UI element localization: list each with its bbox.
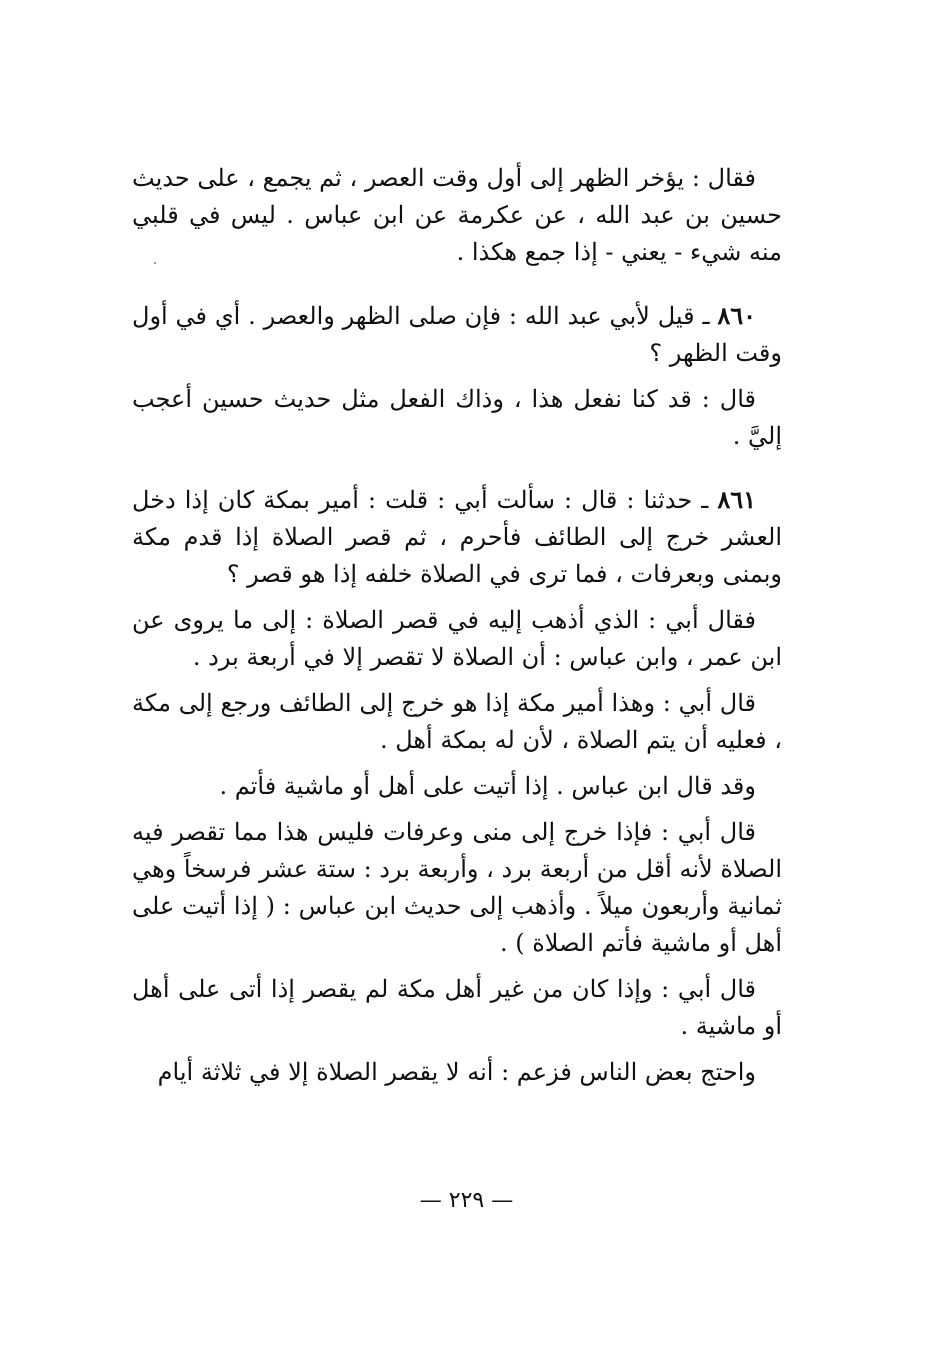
paragraph-10 [132,1054,782,1091]
paragraph-7 [132,768,782,805]
paragraph-text: قال : قد كنا نفعل هذا ، وذاك الفعل مثل حديث حسين أعجب إليَّ . [132,385,782,450]
paragraph-text: واحتج بعض الناس فزعم : أنه لا يقصر الصلاة إلا في ثلاثة أيام [157,1058,756,1086]
paragraph-text: قال أبي : وهذا أمير مكة إذا هو خرج إلى الطائف ورجع إلى مكة ، فعليه أن يتم الصلاة ، لأن له بمكة أهل . [132,689,782,754]
hadith-number: ٨٦١ [717,485,756,514]
hadith-860 [132,297,782,372]
paragraph-text: ـ قيل لأبي عبد الله : فإن صلى الظهر والعصر . أي في أول وقت الظهر ؟ [132,302,782,367]
paragraph-text: ـ حدثنا : قال : سألت أبي : قلت : أمير بمكة كان إذا دخل العشر خرج إلى الطائف فأحرم ، ثم قصر الصلاة إذا قدم مكة وبمنى وبعرفات ، فما ترى في الصلاة خلفه إذا هو قصر ؟ [132,486,782,588]
hadith-861 [132,481,782,593]
paragraph-text: وقد قال ابن عباس . إذا أتيت على أهل أو ماشية فأتم . [219,772,756,800]
paragraph-text: فقال : يؤخر الظهر إلى أول وقت العصر ، ثم يجمع ، على حديث حسين بن عبد الله ، عن عكرمة عن ابن عباس . ليس في قلبي منه شيء - يعني - إذا جمع هكذا . [132,164,782,266]
paragraph-9 [132,971,782,1045]
paragraph-1 [132,160,782,271]
hadith-number: ٨٦٠ [717,301,756,330]
page-number: — ٢٢٩ — [419,1188,514,1213]
page-body [132,160,782,1100]
paragraph-text: قال أبي : وإذا كان من غير أهل مكة لم يقصر إذا أتى على أهل أو ماشية . [132,975,782,1040]
paragraph-text: فقال أبي : الذي أذهب إليه في قصر الصلاة : إلى ما يروى عن ابن عمر ، وابن عباس : أن الصلاة لا تقصر إلا في أربعة برد . [132,606,782,671]
paragraph-3 [132,381,782,455]
paragraph-text: قال أبي : فإذا خرج إلى منى وعرفات فليس هذا مما تقصر فيه الصلاة لأنه أقل من أربعة برد ، وأربعة برد : ستة عشر فرسخاً وهي ثمانية وأربعون ميلاً . وأذهب إلى حديث ابن عباس : ( إذا أتيت على أهل أو ماشية فأتم الصلاة ) . [131,818,782,957]
paragraph-8 [132,814,782,962]
paragraph-6 [132,685,782,759]
paragraph-5 [132,602,782,676]
